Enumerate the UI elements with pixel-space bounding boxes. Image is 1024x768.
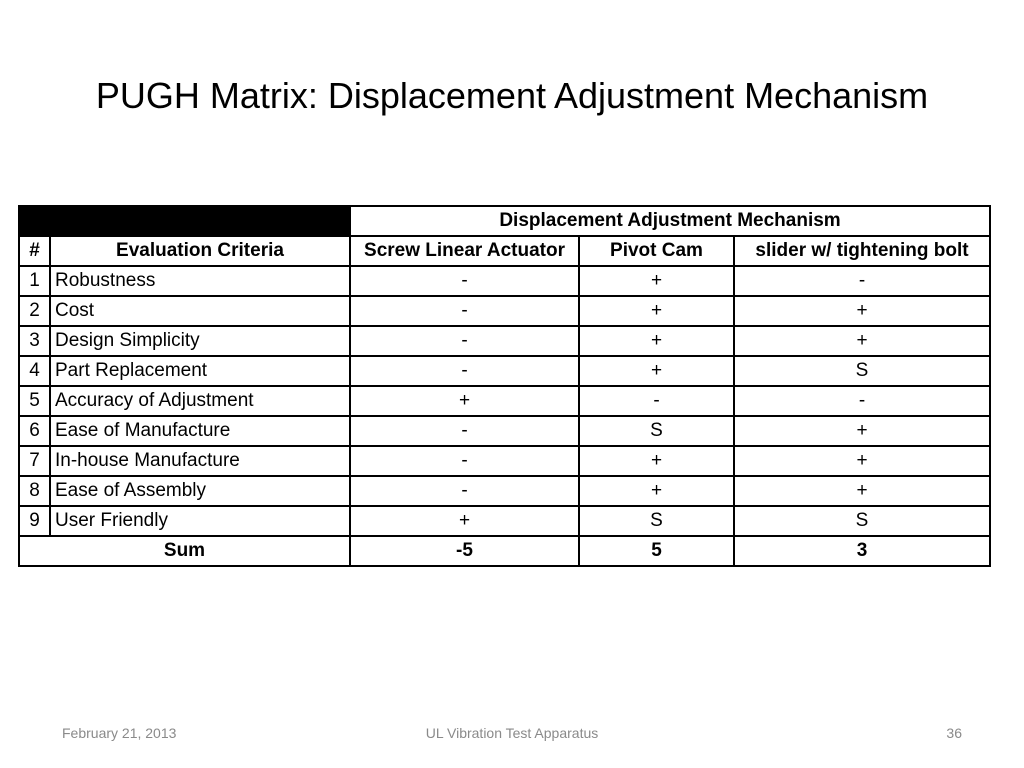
criteria-cell: Design Simplicity [50, 326, 350, 356]
table-row [19, 356, 990, 386]
row-number: 2 [19, 296, 50, 326]
row-number: 6 [19, 416, 50, 446]
rating-cell: + [350, 386, 579, 416]
footer-date: February 21, 2013 [62, 725, 177, 741]
rating-cell: S [579, 416, 734, 446]
rating-cell: + [579, 326, 734, 356]
criteria-cell: Robustness [50, 266, 350, 296]
rating-cell: S [734, 356, 990, 386]
sum-row [19, 536, 990, 566]
table-row [19, 386, 990, 416]
pugh-matrix-table [18, 205, 991, 567]
rating-cell: - [350, 416, 579, 446]
criteria-cell: Ease of Assembly [50, 476, 350, 506]
blank-header-cell [19, 206, 350, 236]
row-number: 3 [19, 326, 50, 356]
table-row [19, 416, 990, 446]
row-number: 9 [19, 506, 50, 536]
rating-cell: + [734, 296, 990, 326]
option-header-pivot-cam: Pivot Cam [579, 236, 734, 266]
group-header-cell: Displacement Adjustment Mechanism [350, 206, 990, 236]
criteria-cell: Ease of Manufacture [50, 416, 350, 446]
table-row [19, 296, 990, 326]
row-number: 7 [19, 446, 50, 476]
row-number: 8 [19, 476, 50, 506]
rating-cell: + [579, 266, 734, 296]
criteria-cell: Part Replacement [50, 356, 350, 386]
sum-label: Sum [19, 536, 350, 566]
slide-title: PUGH Matrix: Displacement Adjustment Mechanism [95, 75, 929, 116]
rating-cell: - [350, 266, 579, 296]
sum-value: 5 [579, 536, 734, 566]
table-row [19, 476, 990, 506]
table-row [19, 266, 990, 296]
rating-cell: S [579, 506, 734, 536]
rating-cell: - [579, 386, 734, 416]
option-header-slider-tightening-bolt: slider w/ tightening bolt [734, 236, 990, 266]
column-header-row [19, 236, 990, 266]
rating-cell: + [579, 296, 734, 326]
row-number: 5 [19, 386, 50, 416]
footer-presentation-title: UL Vibration Test Apparatus [425, 725, 599, 741]
criteria-column-header: Evaluation Criteria [50, 236, 350, 266]
rating-cell: + [350, 506, 579, 536]
sum-value: 3 [734, 536, 990, 566]
rating-cell: + [734, 446, 990, 476]
option-header-screw-linear-actuator: Screw Linear Actuator [350, 236, 579, 266]
rating-cell: + [579, 476, 734, 506]
sum-value: -5 [350, 536, 579, 566]
row-number: 4 [19, 356, 50, 386]
rating-cell: - [734, 266, 990, 296]
rating-cell: - [350, 296, 579, 326]
row-number: 1 [19, 266, 50, 296]
table-row [19, 506, 990, 536]
footer-page-number: 36 [946, 725, 962, 741]
criteria-cell: Cost [50, 296, 350, 326]
rating-cell: + [579, 446, 734, 476]
rating-cell: S [734, 506, 990, 536]
rating-cell: + [734, 476, 990, 506]
rating-cell: - [350, 356, 579, 386]
criteria-cell: User Friendly [50, 506, 350, 536]
group-header-row [19, 206, 990, 236]
rating-cell: + [734, 416, 990, 446]
rating-cell: + [579, 356, 734, 386]
rating-cell: - [734, 386, 990, 416]
table-row [19, 326, 990, 356]
rating-cell: + [734, 326, 990, 356]
rating-cell: - [350, 326, 579, 356]
criteria-cell: Accuracy of Adjustment [50, 386, 350, 416]
rating-cell: - [350, 476, 579, 506]
criteria-cell: In-house Manufacture [50, 446, 350, 476]
number-column-header: # [19, 236, 50, 266]
table-row [19, 446, 990, 476]
rating-cell: - [350, 446, 579, 476]
